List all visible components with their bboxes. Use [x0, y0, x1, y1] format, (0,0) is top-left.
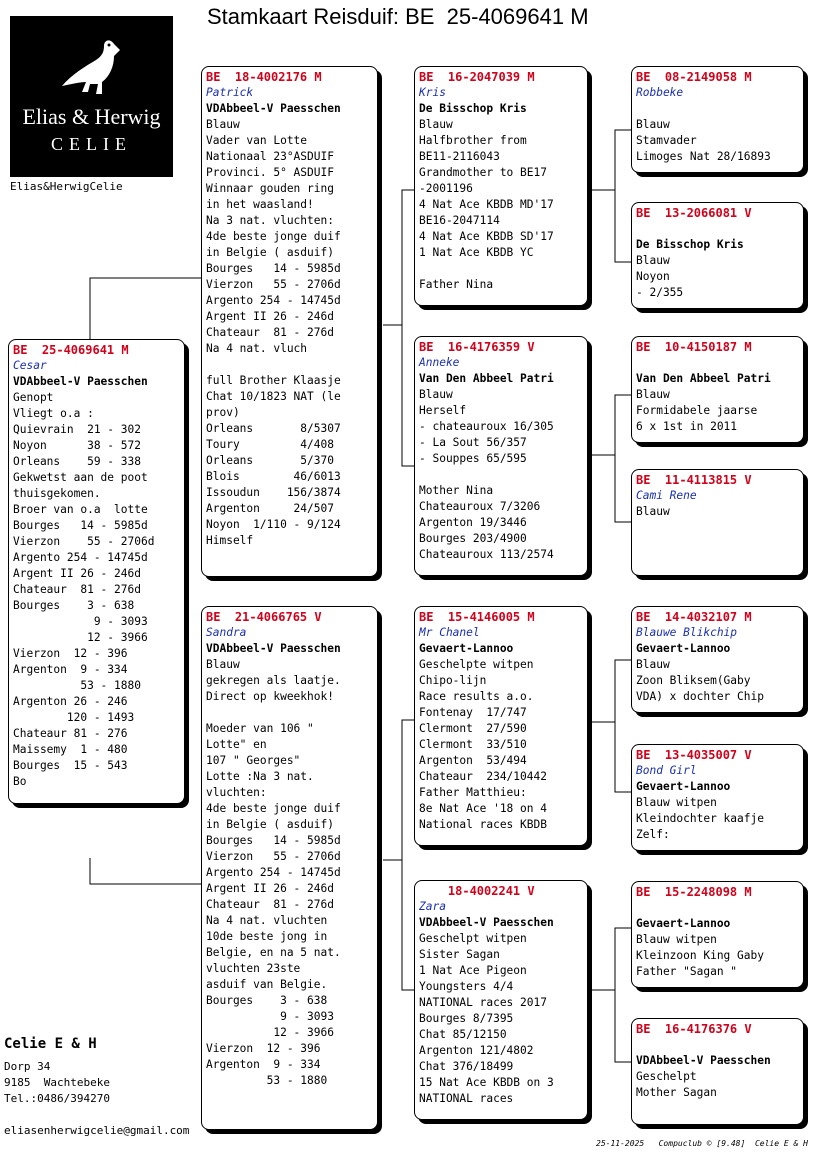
pedigree-line: VDA) x dochter Chip [636, 690, 764, 703]
ring-number: BE 15-2248098 M [636, 885, 752, 899]
pedigree-line: Blauw [206, 658, 240, 671]
pedigree-line: Blauw [636, 505, 670, 518]
pedigree-line: Chat 376/18499 [419, 1060, 514, 1073]
pedigree-line: 4de beste jonge duif [206, 230, 341, 243]
pedigree-line: Fontenay 17/747 [419, 706, 527, 719]
pedigree-line: in Belgie ( asduif) [206, 246, 334, 259]
footer-credit: 25-11-2025 Compuclub © [9.48] Celie E & H [596, 1139, 808, 1148]
breeder-name: VDAbbeel-V Paesschen [206, 102, 341, 115]
pedigree-line: Geschelpt witpen [419, 932, 527, 945]
breeder-name: VDAbbeel-V Paesschen [636, 1054, 771, 1067]
page-title: Stamkaart Reisduif: BE 25-4069641 M [207, 4, 589, 29]
pedigree-line: Vader van Lotte [206, 134, 308, 147]
pedigree-card-father-father [414, 66, 588, 306]
ring-number: BE 11-4113815 V [636, 473, 752, 487]
pedigree-card-father [201, 66, 378, 577]
pedigree-line: 4de beste jonge duif [206, 802, 341, 815]
pedigree-line: Belgie, en na 5 nat. [206, 946, 341, 959]
pedigree-line: Toury 4/408 [206, 438, 334, 451]
logo-caption: Elias&HerwigCelie [10, 180, 123, 193]
pedigree-line: Bourges 8/7395 [419, 1012, 514, 1025]
pedigree-line: 53 - 1880 [206, 1074, 328, 1087]
pedigree-line: Orleans 59 - 338 [13, 455, 141, 468]
pedigree-line: Father Nina [419, 278, 494, 291]
pedigree-line: Argent II 26 - 246d [206, 882, 334, 895]
pedigree-line: Youngsters 4/4 [419, 980, 514, 993]
owner-name: Celie E & H [4, 1036, 97, 1052]
ring-number: 18-4002241 V [419, 884, 535, 898]
pedigree-line: 4 Nat Ace KBDB MD'17 [419, 198, 554, 211]
pedigree-line: Father Matthieu: [419, 786, 527, 799]
pedigree-line: Formidabele jaarse [636, 404, 758, 417]
pedigree-line: Lotte" en [206, 738, 267, 751]
pedigree-line: Nationaal 23°ASDUIF [206, 150, 334, 163]
pedigree-line: Vierzon 55 - 2706d [206, 850, 341, 863]
breeder-name: Gevaert-Lannoo [419, 642, 514, 655]
bird-name: Kris [419, 86, 446, 99]
pedigree-line: gekregen als laatje. [206, 674, 341, 687]
pedigree-line: full Brother Klaasje [206, 374, 341, 387]
pedigree-line: Vierzon 12 - 396 [13, 647, 128, 660]
pedigree-card-fmf [631, 336, 804, 443]
pedigree-line: Blauw [419, 118, 453, 131]
ring-number: BE 16-4176359 V [419, 340, 535, 354]
pedigree-card-mmm [631, 1018, 804, 1125]
pedigree-line: Argenton 26 - 246 [13, 695, 128, 708]
pedigree-line: Bourges 3 - 638 [13, 599, 135, 612]
pedigree-line: Blois 46/6013 [206, 470, 341, 483]
pedigree-line: - 2/355 [636, 286, 684, 299]
pedigree-line: Chat 85/12150 [419, 1028, 507, 1041]
pedigree-line: 9 - 3093 [13, 615, 148, 628]
pedigree-line: Father "Sagan " [636, 965, 738, 978]
pedigree-card-fff [631, 66, 804, 173]
pedigree-line: Chateaur 81 - 276d [206, 898, 334, 911]
pedigree-line: Blauw [636, 118, 670, 131]
spacer [636, 900, 799, 916]
pedigree-line: - Souppes 65/595 [419, 452, 527, 465]
pedigree-line: NATIONAL races [419, 1092, 514, 1105]
pedigree-line: Direct op kweekhok! [206, 690, 334, 703]
pedigree-line: Argent II 26 - 246d [13, 567, 141, 580]
pedigree-line: Na 3 nat. vluchten: [206, 214, 334, 227]
pedigree-line: Himself [206, 534, 254, 547]
ring-number: BE 16-2047039 M [419, 70, 535, 84]
pedigree-line: Blauw [206, 118, 240, 131]
pedigree-line: Provinci. 5° ASDUIF [206, 166, 334, 179]
pedigree-line: Mother Sagan [636, 1086, 717, 1099]
pedigree-line: Blauw [636, 658, 670, 671]
pedigree-line: Issoudun 156/3874 [206, 486, 341, 499]
pedigree-card-fmm [631, 469, 804, 576]
pedigree-line: Kleinzoon King Gaby [636, 949, 764, 962]
breeder-name: Gevaert-Lannoo [636, 917, 731, 930]
pedigree-line: Vierzon 55 - 2706d [13, 535, 155, 548]
pedigree-line [419, 467, 583, 483]
pedigree-line: 12 - 3966 [13, 631, 148, 644]
ring-number: BE 21-4066765 V [206, 610, 322, 624]
breeder-name: Gevaert-Lannoo [636, 642, 731, 655]
breeder-name: Van Den Abbeel Patri [636, 372, 771, 385]
pedigree-line: 1 Nat Ace KBDB YC [419, 246, 534, 259]
ring-number: BE 25-4069641 M [13, 343, 129, 357]
pedigree-line: Blauw witpen [636, 796, 717, 809]
pedigree-card-mff [631, 606, 804, 713]
pedigree-line: Na 4 nat. vluchten [206, 914, 328, 927]
pedigree-line: Maissemy 1 - 480 [13, 743, 128, 756]
pedigree-line: Argento 254 - 14745d [13, 551, 148, 564]
pedigree-line: Chateaur 81 - 276d [13, 583, 141, 596]
bird-name: Patrick [206, 86, 254, 99]
pedigree-line: Moeder van 106 " [206, 722, 314, 735]
pedigree-line: Halfbrother from [419, 134, 527, 147]
pedigree-line: Blauw witpen [636, 933, 717, 946]
pedigree-line: Vierzon 55 - 2706d [206, 278, 341, 291]
pedigree-line: Bourges 3 - 638 [206, 994, 328, 1007]
pedigree-line: Grandmother to BE17 [419, 166, 547, 179]
pedigree-line: Sister Sagan [419, 948, 500, 961]
spacer [636, 1037, 799, 1053]
pedigree-line: Chipo-lijn [419, 674, 487, 687]
pedigree-line: Stamvader [636, 134, 697, 147]
pedigree-line: Vliegt o.a : [13, 407, 94, 420]
pedigree-line: asduif van Belgie. [206, 978, 328, 991]
pedigree-line: Bourges 15 - 543 [13, 759, 128, 772]
pedigree-line: BE11-2116043 [419, 150, 500, 163]
pedigree-line: Bourges 14 - 5985d [206, 834, 341, 847]
logo-line-2: CELIE [51, 134, 132, 154]
pedigree-line: 120 - 1493 [13, 711, 135, 724]
pedigree-line: Orleans 5/370 [206, 454, 334, 467]
bird-name: Bond Girl [636, 764, 697, 777]
pedigree-line: National races KBDB [419, 818, 547, 831]
pedigree-card-subject [8, 339, 185, 804]
pedigree-line: Argenton 121/4802 [419, 1044, 534, 1057]
pedigree-line: Noyon 38 - 572 [13, 439, 141, 452]
breeder-name: VDAbbeel-V Paesschen [206, 642, 341, 655]
pedigree-line: Kleindochter kaafje [636, 812, 764, 825]
pedigree-line: Bourges 203/4900 [419, 532, 527, 545]
pedigree-line: vluchten 23ste [206, 962, 301, 975]
pedigree-card-mother-mother [414, 880, 588, 1120]
ring-number: BE 16-4176376 V [636, 1022, 752, 1036]
pedigree-line: Lotte :Na 3 nat. [206, 770, 314, 783]
pedigree-card-mmf [631, 881, 804, 988]
ring-number: BE 13-2066081 V [636, 206, 752, 220]
bird-name: Blauwe Blikchip [636, 626, 738, 639]
pedigree-line: Zelf: [636, 828, 670, 841]
pedigree-line: Clermont 27/590 [419, 722, 527, 735]
pedigree-line: - La Sout 56/357 [419, 436, 527, 449]
pedigree-line: Chateaur 234/10442 [419, 770, 547, 783]
pedigree-line: BE16-2047114 [419, 214, 500, 227]
pedigree-line: Blauw [419, 388, 453, 401]
bird-name: Zara [419, 900, 446, 913]
pedigree-line: Limoges Nat 28/16893 [636, 150, 771, 163]
pedigree-line: Mother Nina [419, 484, 494, 497]
owner-email: eliasenherwigcelie@gmail.com [4, 1124, 190, 1137]
pedigree-line: Chateauroux 113/2574 [419, 548, 554, 561]
pedigree-line [419, 261, 583, 277]
pedigree-card-mother [201, 606, 378, 1130]
pedigree-line: Blauw [636, 254, 670, 267]
bird-name: Anneke [419, 356, 460, 369]
ring-number: BE 13-4035007 V [636, 748, 752, 762]
pedigree-line: Gekwetst aan de poot [13, 471, 148, 484]
bird-name: Cesar [13, 359, 47, 372]
ring-number: BE 15-4146005 M [419, 610, 535, 624]
pedigree-card-mfm [631, 744, 804, 851]
pedigree-line: Argenton 24/507 [206, 502, 334, 515]
logo-line-1: Elias & Herwig [22, 104, 161, 129]
pedigree-line: Chat 10/1823 NAT (le [206, 390, 341, 403]
pedigree-card-father-mother [414, 336, 588, 576]
breeder-name: De Bisschop Kris [419, 102, 527, 115]
pedigree-line: 1 Nat Ace Pigeon [419, 964, 527, 977]
pedigree-line: Zoon Bliksem(Gaby [636, 674, 751, 687]
pedigree-line: 8e Nat Ace '18 on 4 [419, 802, 547, 815]
pedigree-line: Blauw [636, 388, 670, 401]
pedigree-line: NATIONAL races 2017 [419, 996, 547, 1009]
pedigree-line: Argento 254 - 14745d [206, 294, 341, 307]
pedigree-line: 4 Nat Ace KBDB SD'17 [419, 230, 554, 243]
pedigree-line: - chateauroux 16/305 [419, 420, 554, 433]
bird-name: Sandra [206, 626, 247, 639]
pedigree-line: Geschelpte witpen [419, 658, 534, 671]
pedigree-line: Argenton 19/3446 [419, 516, 527, 529]
pedigree-line: Orleans 8/5307 [206, 422, 341, 435]
pedigree-line: prov) [206, 406, 240, 419]
pedigree-line: Winnaar gouden ring [206, 182, 334, 195]
pedigree-line: Bourges 14 - 5985d [206, 262, 341, 275]
owner-street: Dorp 34 [4, 1060, 51, 1073]
owner-city: 9185 Wachtebeke [4, 1076, 110, 1089]
bird-name: Robbeke [636, 86, 684, 99]
pedigree-line: 15 Nat Ace KBDB on 3 [419, 1076, 554, 1089]
pedigree-line: Genopt [13, 391, 54, 404]
spacer [636, 101, 799, 117]
pedigree-line: 9 - 3093 [206, 1010, 334, 1023]
pedigree-line [206, 705, 373, 721]
pedigree-line [206, 357, 373, 373]
pedigree-line: Chateauroux 7/3206 [419, 500, 541, 513]
pedigree-line: Argent II 26 - 246d [206, 310, 334, 323]
pedigree-line: 107 " Georges" [206, 754, 301, 767]
pedigree-line: Bo [13, 775, 27, 788]
pedigree-line: Quievrain 21 - 302 [13, 423, 141, 436]
pedigree-line: vluchten: [206, 786, 267, 799]
pedigree-line: Chateaur 81 - 276 [13, 727, 128, 740]
pedigree-line: Bourges 14 - 5985d [13, 519, 148, 532]
pedigree-line: Vierzon 12 - 396 [206, 1042, 321, 1055]
owner-phone: Tel.:0486/394270 [4, 1092, 110, 1105]
pedigree-line: Argenton 53/494 [419, 754, 527, 767]
breeder-name: VDAbbeel-V Paesschen [419, 916, 554, 929]
ring-number: BE 08-2149058 M [636, 70, 752, 84]
pedigree-line: Argento 254 - 14745d [206, 866, 341, 879]
pedigree-line: in het waasland! [206, 198, 314, 211]
spacer [636, 355, 799, 371]
pedigree-line: Noyon [636, 270, 670, 283]
pedigree-line: thuisgekomen. [13, 487, 101, 500]
pedigree-line: 6 x 1st in 2011 [636, 420, 738, 433]
pedigree-card-mother-father [414, 606, 588, 846]
pedigree-line: Noyon 1/110 - 9/124 [206, 518, 341, 531]
bird-name: Cami Rene [636, 489, 697, 502]
pedigree-card-ffm [631, 202, 804, 309]
pedigree-line: in Belgie ( asduif) [206, 818, 334, 831]
pedigree-line: Geschelpt [636, 1070, 697, 1083]
bird-name: Mr Chanel [419, 626, 480, 639]
pedigree-line: Clermont 33/510 [419, 738, 527, 751]
pedigree-line: 53 - 1880 [13, 679, 141, 692]
pedigree-line: -2001196 [419, 182, 473, 195]
breeder-name: De Bisschop Kris [636, 238, 744, 251]
pedigree-line: Argenton 9 - 334 [206, 1058, 321, 1071]
pedigree-line: Herself [419, 404, 467, 417]
pedigree-line: 10de beste jong in [206, 930, 328, 943]
pedigree-line: Broer van o.a lotte [13, 503, 148, 516]
breeder-name: Gevaert-Lannoo [636, 780, 731, 793]
breeder-name: VDAbbeel-V Paesschen [13, 375, 148, 388]
ring-number: BE 18-4002176 M [206, 70, 322, 84]
ring-number: BE 14-4032107 M [636, 610, 752, 624]
pedigree-line: Chateaur 81 - 276d [206, 326, 334, 339]
pedigree-line: Na 4 nat. vluch [206, 342, 308, 355]
ring-number: BE 10-4150187 M [636, 340, 752, 354]
pedigree-line: Race results a.o. [419, 690, 534, 703]
pedigree-line: 12 - 3966 [206, 1026, 334, 1039]
breeder-name: Van Den Abbeel Patri [419, 372, 554, 385]
spacer [636, 221, 799, 237]
pedigree-line: Argenton 9 - 334 [13, 663, 128, 676]
